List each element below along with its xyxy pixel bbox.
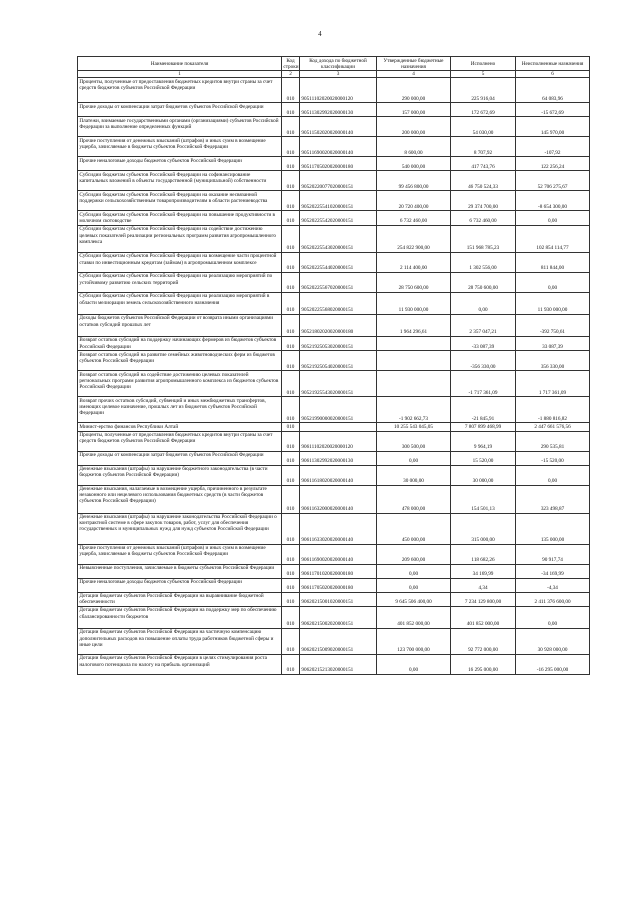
remaining-amount-cell: 0,00: [516, 465, 590, 485]
indicator-name-cell: Возврат остатков субсидий на содействие достижению целевых показателей региональных программ развития агропромышленного комплекса из бюджетов субъектов Российской Федерации: [78, 371, 282, 397]
budget-classification-code-cell: 90521990000020000151: [300, 397, 377, 423]
approved-amount-cell: 20 720 400,00: [377, 191, 451, 211]
remaining-amount-cell: 1 717 361,09: [516, 371, 590, 397]
column-number: 1: [78, 71, 282, 78]
executed-amount-cell: 9 964,19: [451, 431, 516, 451]
line-code-cell: 010: [282, 431, 300, 451]
table-body: [78, 78, 590, 674]
line-code-cell: 010: [282, 513, 300, 544]
line-code-cell: 010: [282, 225, 300, 252]
column-number: 3: [300, 71, 377, 78]
budget-classification-code-cell: 90521802020020000180: [300, 314, 377, 336]
budget-classification-code-cell: 90511502020020000140: [300, 117, 377, 137]
column-header-executed: Исполнено: [451, 57, 516, 71]
remaining-amount-cell: 52 706 275,67: [516, 171, 590, 191]
page-number: 4: [318, 30, 322, 38]
line-code-cell: 010: [282, 351, 300, 371]
indicator-name-cell: Прочие поступления от денежных взысканий (штрафов) и иных сумм в возмещение ущерба, зачисляемые в бюджеты субъектов Российской Федерации: [78, 137, 282, 157]
indicator-name-cell: Субсидии бюджетам субъектов Российской Федерации на реализацию мероприятий в области мелиорации земель сельскохозяйственного назначения: [78, 292, 282, 314]
approved-amount-cell: 0,00: [377, 654, 451, 674]
table-row: [78, 578, 590, 592]
line-code-cell: 010: [282, 103, 300, 117]
remaining-amount-cell: 811 844,00: [516, 252, 590, 272]
indicator-name-cell: Дотации бюджетам субъектов Российской Федерации на поддержку мер по обеспечению сбалансированности бюджетов: [78, 606, 282, 628]
remaining-amount-cell: -392 750,61: [516, 314, 590, 336]
remaining-amount-cell: 30 928 000,00: [516, 628, 590, 654]
budget-classification-code-cell: 90620215002020000151: [300, 606, 377, 628]
approved-amount-cell: [377, 336, 451, 350]
budget-classification-code-cell: 90611705020020000180: [300, 578, 377, 592]
approved-amount-cell: [377, 351, 451, 371]
executed-amount-cell: 92 772 000,00: [451, 628, 516, 654]
remaining-amount-cell: 122 256,24: [516, 157, 590, 171]
remaining-amount-cell: 323 498,87: [516, 485, 590, 513]
budget-classification-code-cell: 90611618020020000140: [300, 465, 377, 485]
table-row: [78, 211, 590, 225]
remaining-amount-cell: -1 880 816,82: [516, 397, 590, 423]
executed-amount-cell: -356 330,00: [451, 351, 516, 371]
approved-amount-cell: 300 500,00: [377, 431, 451, 451]
line-code-cell: 010: [282, 451, 300, 465]
approved-amount-cell: 1 964 296,61: [377, 314, 451, 336]
line-code-cell: 010: [282, 371, 300, 397]
budget-classification-code-cell: 90620215009020000151: [300, 628, 377, 654]
line-code-cell: 010: [282, 314, 300, 336]
executed-amount-cell: 15 520,00: [451, 451, 516, 465]
executed-amount-cell: 7 234 129 800,00: [451, 592, 516, 606]
executed-amount-cell: 315 000,00: [451, 513, 516, 544]
budget-classification-code-cell: 90620215001020000151: [300, 592, 377, 606]
remaining-amount-cell: 356 330,00: [516, 351, 590, 371]
budget-classification-code-cell: 90520225544020000151: [300, 252, 377, 272]
approved-amount-cell: 0,00: [377, 564, 451, 578]
executed-amount-cell: 0,00: [451, 292, 516, 314]
executed-amount-cell: -21 845,91: [451, 397, 516, 423]
executed-amount-cell: 401 852 000,00: [451, 606, 516, 628]
approved-amount-cell: 290 000,00: [377, 78, 451, 103]
approved-amount-cell: [377, 371, 451, 397]
indicator-name-cell: Возврат остатков субсидий на поддержку начинающих фермеров из бюджетов субъектов Российской Федерации: [78, 336, 282, 350]
executed-amount-cell: 8 707,92: [451, 137, 516, 157]
approved-amount-cell: 28 750 600,00: [377, 272, 451, 292]
remaining-amount-cell: 135 000,00: [516, 513, 590, 544]
approved-amount-cell: 209 600,00: [377, 544, 451, 564]
indicator-name-cell: Прочие доходы от компенсации затрат бюджетов субъектов Российской Федерации: [78, 103, 282, 117]
executed-amount-cell: 29 374 700,00: [451, 191, 516, 211]
column-number: 5: [451, 71, 516, 78]
indicator-name-cell: Прочие неналоговые доходы бюджетов субъектов Российской Федерации: [78, 578, 282, 592]
remaining-amount-cell: 33 087,39: [516, 336, 590, 350]
indicator-name-cell: Субсидии бюджетам субъектов Российской Федерации на реализацию мероприятий по устойчивому развитию сельских территорий: [78, 272, 282, 292]
indicator-name-cell: Дотации бюджетам субъектов Российской Федерации в целях стимулирования роста налогового потенциала по налогу на прибыль организаций: [78, 654, 282, 674]
table-row: [78, 351, 590, 371]
indicator-name-cell: Прочие неналоговые доходы бюджетов субъектов Российской Федерации: [78, 157, 282, 171]
table-row: [78, 272, 590, 292]
remaining-amount-cell: 2 411 376 600,00: [516, 592, 590, 606]
column-header-code: Код строки: [283, 57, 299, 70]
budget-classification-code-cell: 90511102020020000120: [300, 78, 377, 103]
indicator-name-cell: Возврат прочих остатков субсидий, субвенций и иных межбюджетных трансфертов, имеющих целевое назначение, прошлых лет из бюджетов субъектов Российской Федерации: [78, 397, 282, 423]
indicator-name-cell: Невыясненные поступления, зачисляемые в бюджеты субъектов Российской Федерации: [78, 564, 282, 578]
approved-amount-cell: 254 822 900,00: [377, 225, 451, 252]
line-code-cell: 010: [282, 628, 300, 654]
line-code-cell: 010: [282, 578, 300, 592]
approved-amount-cell: 0,00: [377, 451, 451, 465]
indicator-name-cell: Дотации бюджетам субъектов Российской Федерации на частичную компенсацию дополнительных расходов на повышение оплаты труда работников бюджетной сферы и иные цели: [78, 628, 282, 654]
line-code-cell: 010: [282, 564, 300, 578]
approved-amount-cell: 450 000,00: [377, 513, 451, 544]
executed-amount-cell: 225 916,04: [451, 78, 516, 103]
table-row: [78, 252, 590, 272]
table-row: [78, 292, 590, 314]
line-code-cell: 010: [282, 485, 300, 513]
table-row: [78, 564, 590, 578]
budget-classification-code-cell: 90511705020020000180: [300, 157, 377, 171]
remaining-amount-cell: 2 447 661 576,56: [516, 423, 590, 431]
line-code-cell: 010: [282, 137, 300, 157]
column-number: 6: [516, 71, 590, 78]
indicator-name-cell: Денежные взыскания (штрафы) за нарушение бюджетного законодательства (в части бюджетов субъектов Российской Федерации): [78, 465, 282, 485]
table-row: [78, 606, 590, 628]
budget-execution-table: [77, 56, 590, 675]
approved-amount-cell: -1 902 662,73: [377, 397, 451, 423]
budget-classification-code-cell: 90520225568020000151: [300, 292, 377, 314]
table-row: [78, 137, 590, 157]
executed-amount-cell: -33 087,39: [451, 336, 516, 350]
approved-amount-cell: 30 000,00: [377, 465, 451, 485]
table-row: [78, 431, 590, 451]
executed-amount-cell: 6 732 460,00: [451, 211, 516, 225]
budget-classification-code-cell: 90520220077020000151: [300, 171, 377, 191]
executed-amount-cell: 118 682,26: [451, 544, 516, 564]
table-row: [78, 171, 590, 191]
table-row: [78, 336, 590, 350]
indicator-name-cell: Субсидии бюджетам субъектов Российской Федерации на повышение продуктивности в молочном скотоводстве: [78, 211, 282, 225]
budget-classification-code-cell: 90611632000020000140: [300, 485, 377, 513]
column-header-remaining: Неисполненные назначения: [516, 57, 590, 71]
budget-classification-code-cell: 90520225567020000151: [300, 272, 377, 292]
approved-amount-cell: 99 456 800,00: [377, 171, 451, 191]
remaining-amount-cell: 0,00: [516, 211, 590, 225]
line-code-cell: 010: [282, 292, 300, 314]
approved-amount-cell: 478 000,00: [377, 485, 451, 513]
executed-amount-cell: 46 750 524,33: [451, 171, 516, 191]
executed-amount-cell: 34 169,99: [451, 564, 516, 578]
table-row: [78, 78, 590, 103]
budget-classification-code-cell: 90611633020020000140: [300, 513, 377, 544]
line-code-cell: 010: [282, 211, 300, 225]
column-header-approved: Утвержденные бюджетные назначения: [377, 57, 451, 71]
remaining-amount-cell: 0,00: [516, 606, 590, 628]
line-code-cell: 010: [282, 272, 300, 292]
remaining-amount-cell: -107,92: [516, 137, 590, 157]
table-row: [78, 513, 590, 544]
line-code-cell: 010: [282, 465, 300, 485]
line-code-cell: 010: [282, 78, 300, 103]
indicator-name-cell: Проценты, полученные от предоставления бюджетных кредитов внутри страны за счет средств бюджетов субъектов Российской Федерации: [78, 431, 282, 451]
remaining-amount-cell: -34 169,99: [516, 564, 590, 578]
column-header-name: Наименование показателя: [78, 57, 282, 71]
column-number: 2: [282, 71, 300, 78]
executed-amount-cell: 54 030,00: [451, 117, 516, 137]
budget-classification-code-cell: 90521925543020000151: [300, 371, 377, 397]
remaining-amount-cell: 64 083,96: [516, 78, 590, 103]
table-row: [78, 465, 590, 485]
budget-classification-code-cell: 90511690020020000140: [300, 137, 377, 157]
executed-amount-cell: 4,34: [451, 578, 516, 592]
remaining-amount-cell: -15 672,69: [516, 103, 590, 117]
executed-amount-cell: 172 672,69: [451, 103, 516, 117]
column-number-row: [78, 71, 590, 78]
executed-amount-cell: 151 968 785,23: [451, 225, 516, 252]
budget-classification-code-cell: [300, 423, 377, 431]
table-row: [78, 654, 590, 674]
budget-classification-code-cell: 90611302992020000130: [300, 451, 377, 465]
budget-classification-code-cell: 90520225541020000151: [300, 191, 377, 211]
line-code-cell: 010: [282, 117, 300, 137]
line-code-cell: 010: [282, 423, 300, 431]
line-code-cell: 010: [282, 592, 300, 606]
indicator-name-cell: Дотации бюджетам субъектов Российской Федерации на выравнивание бюджетной обеспеченности: [78, 592, 282, 606]
remaining-amount-cell: 11 930 000,00: [516, 292, 590, 314]
table-row: [78, 371, 590, 397]
table-row: [78, 117, 590, 137]
line-code-cell: 010: [282, 191, 300, 211]
indicator-name-cell: Прочие доходы от компенсации затрат бюджетов субъектов Российской Федерации: [78, 451, 282, 465]
executed-amount-cell: -1 717 361,09: [451, 371, 516, 397]
indicator-name-cell: Платежи, взимаемые государственными органами (организациями) субъектов Российской Федерации за выполнение определенных функций: [78, 117, 282, 137]
remaining-amount-cell: 0,00: [516, 272, 590, 292]
table-row: [78, 423, 590, 431]
approved-amount-cell: 540 000,00: [377, 157, 451, 171]
approved-amount-cell: 401 852 000,00: [377, 606, 451, 628]
line-code-cell: 010: [282, 606, 300, 628]
executed-amount-cell: 1 302 556,00: [451, 252, 516, 272]
table-row: [78, 544, 590, 564]
remaining-amount-cell: -16 295 000,00: [516, 654, 590, 674]
executed-amount-cell: 16 295 000,00: [451, 654, 516, 674]
indicator-name-cell: Субсидии бюджетам субъектов Российской Федерации на возмещение части процентной ставки по инвестиционным кредитам (займам) в агропромышленном комплексе: [78, 252, 282, 272]
line-code-cell: 010: [282, 544, 300, 564]
indicator-name-cell: Минист-ерство финансов Республики Алтай: [78, 423, 282, 431]
table-row: [78, 314, 590, 336]
budget-classification-code-cell: 90611701020020000180: [300, 564, 377, 578]
column-number: 4: [377, 71, 451, 78]
table-row: [78, 103, 590, 117]
remaining-amount-cell: -4,34: [516, 578, 590, 592]
remaining-amount-cell: 102 854 114,77: [516, 225, 590, 252]
approved-amount-cell: 9 645 506 400,00: [377, 592, 451, 606]
indicator-name-cell: Доходы бюджетов субъектов Российской Федерации от возврата иными организациями остатков субсидий прошлых лет: [78, 314, 282, 336]
budget-classification-code-cell: 90520225543020000151: [300, 225, 377, 252]
remaining-amount-cell: 90 917,74: [516, 544, 590, 564]
approved-amount-cell: 0,00: [377, 578, 451, 592]
executed-amount-cell: 30 000,00: [451, 465, 516, 485]
table-row: [78, 397, 590, 423]
table-row: [78, 191, 590, 211]
table-row: [78, 485, 590, 513]
executed-amount-cell: 28 750 600,00: [451, 272, 516, 292]
approved-amount-cell: 200 000,00: [377, 117, 451, 137]
approved-amount-cell: 157 000,00: [377, 103, 451, 117]
line-code-cell: 010: [282, 654, 300, 674]
executed-amount-cell: 417 743,76: [451, 157, 516, 171]
budget-classification-code-cell: 90521925053020000151: [300, 336, 377, 350]
approved-amount-cell: 2 114 400,00: [377, 252, 451, 272]
line-code-cell: 010: [282, 252, 300, 272]
approved-amount-cell: 8 600,00: [377, 137, 451, 157]
indicator-name-cell: Прочие поступления от денежных взысканий (штрафов) и иных сумм в возмещение ущерба, зачисляемые в бюджеты субъектов Российской Федерации: [78, 544, 282, 564]
indicator-name-cell: Проценты, полученные от предоставления бюджетных кредитов внутри страны за счет средств бюджетов субъектов Российской Федерации: [78, 78, 282, 103]
table-row: [78, 451, 590, 465]
remaining-amount-cell: 145 970,00: [516, 117, 590, 137]
approved-amount-cell: 11 930 000,00: [377, 292, 451, 314]
indicator-name-cell: Субсидии бюджетам субъектов Российской Федерации на софинансирование капитальных вложений в объекты государственной (муниципальной) собственности: [78, 171, 282, 191]
line-code-cell: 010: [282, 171, 300, 191]
budget-classification-code-cell: 90521925054020000151: [300, 351, 377, 371]
header-row: [78, 57, 590, 71]
indicator-name-cell: Денежные взыскания, налагаемые в возмещение ущерба, причиненного в результате незаконного или нецелевого использования бюджетных средств (в части бюджетов субъектов Российской Федерации): [78, 485, 282, 513]
column-header-kbk: Код дохода по бюджетной классификации: [300, 57, 377, 71]
budget-classification-code-cell: 90511302992020000130: [300, 103, 377, 117]
budget-classification-code-cell: 90520225542020000151: [300, 211, 377, 225]
remaining-amount-cell: -15 520,00: [516, 451, 590, 465]
budget-classification-code-cell: 90611690020020000140: [300, 544, 377, 564]
indicator-name-cell: Возврат остатков субсидий на развитие семейных животноводческих ферм из бюджетов субъектов Российской Федерации: [78, 351, 282, 371]
indicator-name-cell: Денежные взыскания (штрафы) за нарушение законодательства Российской Федерации о контрактной системе в сфере закупок товаров, работ, услуг для обеспечения государственных и муниципальных нужд для нужд субъектов Российской Федерации: [78, 513, 282, 544]
approved-amount-cell: 123 700 000,00: [377, 628, 451, 654]
line-code-cell: 010: [282, 397, 300, 423]
table-row: [78, 225, 590, 252]
approved-amount-cell: 6 732 460,00: [377, 211, 451, 225]
indicator-name-cell: Субсидии бюджетам субъектов Российской Федерации на содействие достижению целевых показателей реализации региональных программ развития агропромышленного комплекса: [78, 225, 282, 252]
table-row: [78, 157, 590, 171]
budget-classification-code-cell: 90620215213020000151: [300, 654, 377, 674]
executed-amount-cell: 2 357 047,21: [451, 314, 516, 336]
remaining-amount-cell: -8 654 300,00: [516, 191, 590, 211]
approved-amount-cell: 10 255 543 045,05: [377, 423, 451, 431]
line-code-cell: 010: [282, 157, 300, 171]
executed-amount-cell: 154 501,13: [451, 485, 516, 513]
table-row: [78, 592, 590, 606]
executed-amount-cell: 7 807 899 468,99: [451, 423, 516, 431]
budget-classification-code-cell: 90611102020020000120: [300, 431, 377, 451]
remaining-amount-cell: 290 535,81: [516, 431, 590, 451]
table-header: [78, 57, 590, 78]
line-code-cell: 010: [282, 336, 300, 350]
indicator-name-cell: Субсидии бюджетам субъектов Российской Федерации на оказание несвязанной поддержки сельскохозяйственным товаропроизводителям в области растениеводства: [78, 191, 282, 211]
table-row: [78, 628, 590, 654]
